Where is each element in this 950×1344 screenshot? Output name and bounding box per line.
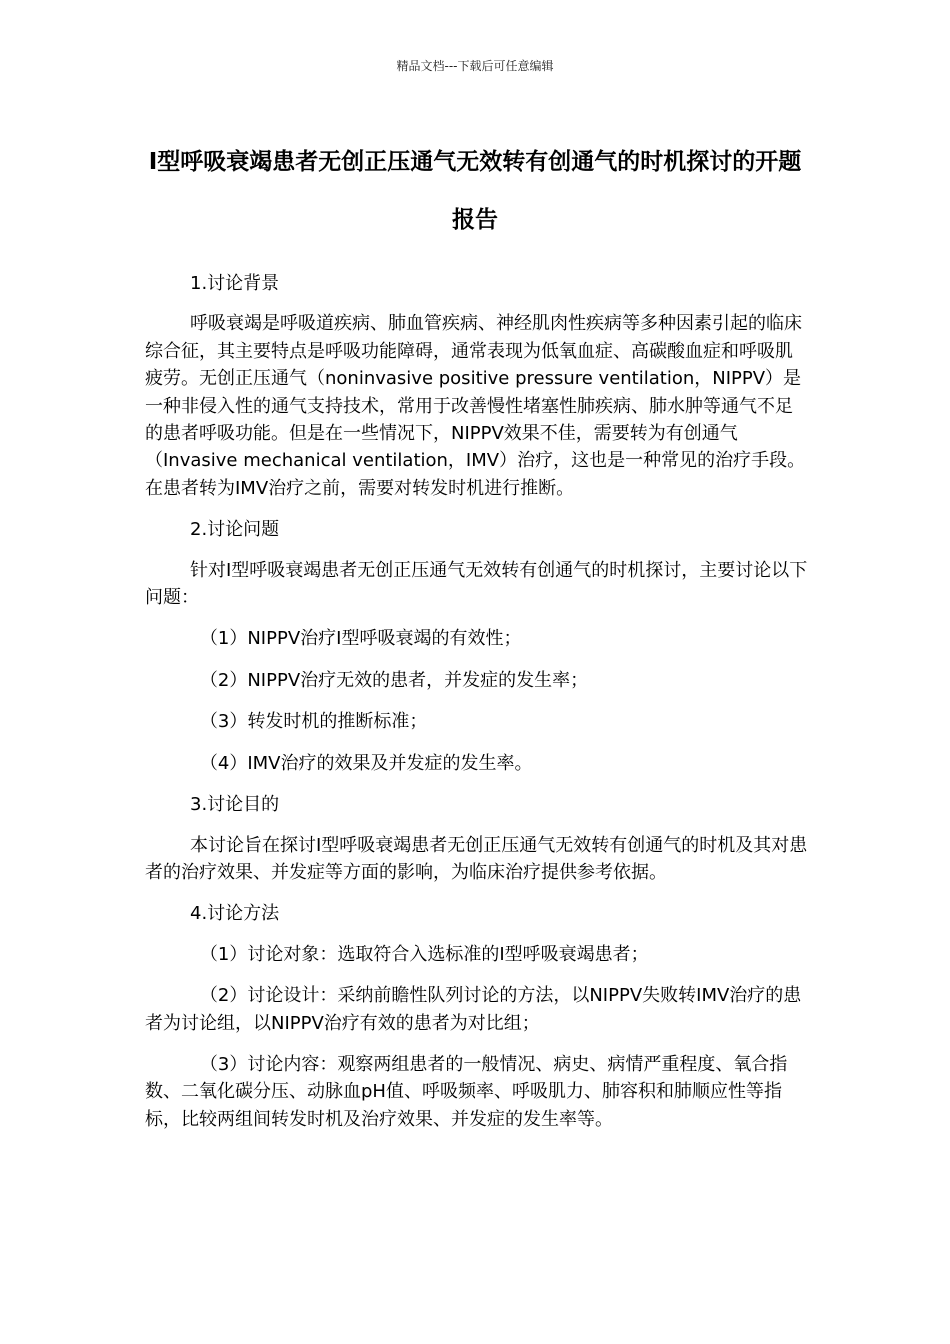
section-heading-questions: 2.讨论问题 [190,519,280,541]
paragraph-background: 呼吸衰竭是呼吸道疾病、肺血管疾病、神经肌肉性疾病等多种因素引起的临床综合征，其主要特点是呼吸功能障碍，通常表现为低氧血症、高碳酸血症和呼吸肌疲劳。无创正压通气（noninvasive positive pressure ventilation，NIPPV）是一种非侵入性的通气支持技术，常用于改善慢性堵塞性肺疾病、肺水肿等通气不足的患者呼吸功能。但是在一些情况下，NIPPV效果不佳，需要转为有创通气（Invasive mechanical ventilation，IMV）治疗，这也是一种常见的治疗手段。在患者转为IMV治疗之前，需要对转发时机进行推断。 [145,313,806,499]
section-heading-methods: 4.讨论方法 [190,903,280,925]
page-header-watermark: 精品文档---下载后可任意编辑 [396,59,554,73]
list-item-question-4: （4）IMV治疗的效果及并发症的发生率。 [199,752,533,774]
paragraph-purpose: 本讨论旨在探讨Ⅰ型呼吸衰竭患者无创正压通气无效转有创通气的时机及其对患者的治疗效果、并发症等方面的影响，为临床治疗提供参考依据。 [145,834,808,883]
document-body [145,270,810,1147]
list-item-method-3: （3）讨论内容：观察两组患者的一般情况、病史、病情严重程度、氧合指数、二氧化碳分压、动脉血pH值、呼吸频率、呼吸肌力、肺容积和肺顺应性等指标，比较两组间转发时机及治疗效果、并发症的发生率等。 [145,1053,788,1130]
list-item-question-2: （2）NIPPV治疗无效的患者，并发症的发生率； [199,669,589,691]
list-item-question-3: （3）转发时机的推断标准； [199,711,428,733]
paragraph-questions-intro: 针对Ⅰ型呼吸衰竭患者无创正压通气无效转有创通气的时机探讨，主要讨论以下问题： [145,559,808,609]
document-title: Ⅰ型呼吸衰竭患者无创正压通气无效转有创通气的时机探讨的开题报告 [148,149,802,233]
list-item-method-2: （2）讨论设计：采纳前瞻性队列讨论的方法，以NIPPV失败转IMV治疗的患者为讨论组，以NIPPV治疗有效的患者为对比组； [145,985,802,1034]
section-heading-background: 1.讨论背景 [190,273,280,294]
list-item-question-1: （1）NIPPV治疗Ⅰ型呼吸衰竭的有效性； [199,628,522,650]
section-heading-purpose: 3.讨论目的 [190,794,280,816]
list-item-method-1: （1）讨论对象：选取符合入选标准的Ⅰ型呼吸衰竭患者； [199,943,649,965]
